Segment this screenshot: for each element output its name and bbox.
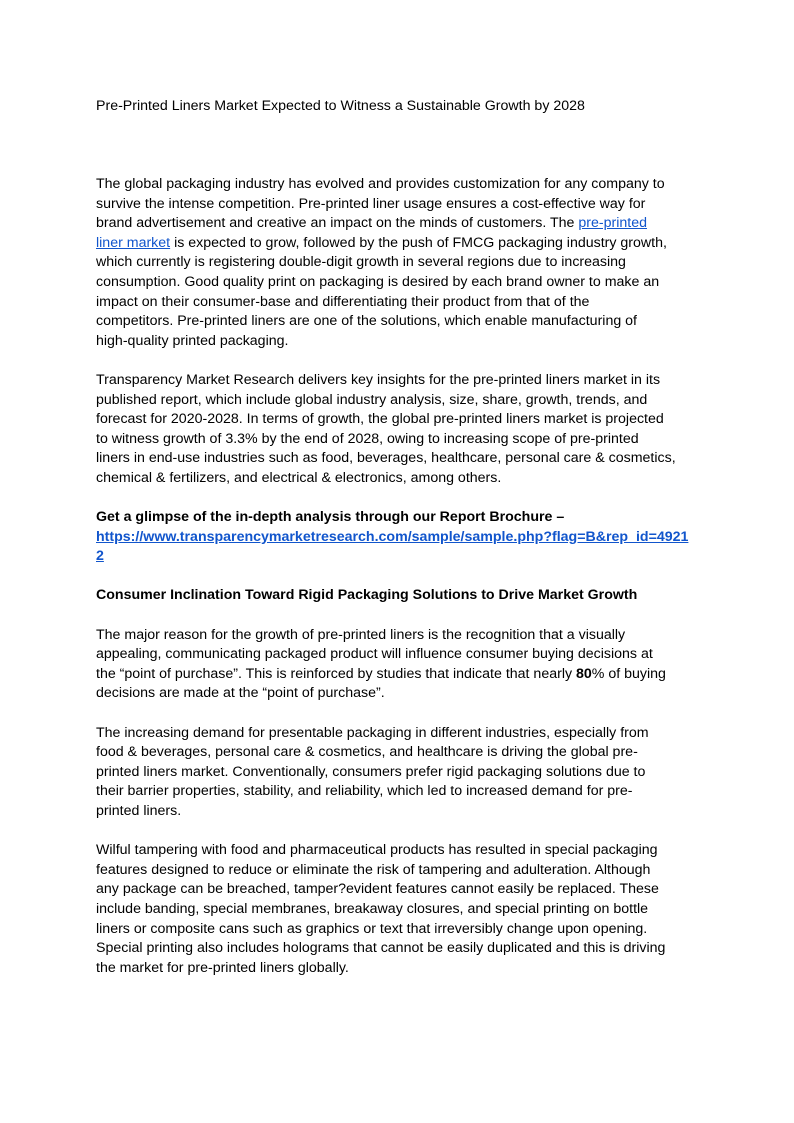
section-heading: Consumer Inclination Toward Rigid Packaging Solutions to Drive Market Growth xyxy=(96,587,638,604)
paragraph-demand xyxy=(96,724,700,822)
text-line: The increasing demand for presentable packaging in different industries, especially from xyxy=(96,724,649,741)
text-line: appealing, communicating packaged product will influence consumer buying decisions at xyxy=(96,646,653,663)
brochure-url-link-cont[interactable]: 2 xyxy=(96,548,104,565)
text-line: the market for pre-printed liners globally. xyxy=(96,959,349,976)
text-line: forecast for 2020-2028. In terms of growth, the global pre-printed liners market is projected xyxy=(96,411,664,428)
brochure-url-link[interactable]: https://www.transparencymarketresearch.com/sample/sample.php?flag=B&rep_id=4921 xyxy=(96,528,689,545)
paragraph-purchase xyxy=(96,626,700,704)
paragraph-intro xyxy=(96,175,700,351)
document-title: Pre-Printed Liners Market Expected to Witness a Sustainable Growth by 2028 xyxy=(96,98,585,114)
pre-printed-liner-market-link-cont[interactable]: liner market xyxy=(96,234,171,251)
brochure-section xyxy=(96,508,700,567)
text-line: The major reason for the growth of pre-printed liners is the recognition that a visually xyxy=(96,626,626,643)
document-body xyxy=(96,175,700,978)
text-line: which currently is registering double-digit growth in several regions due to increasing xyxy=(96,254,626,271)
text-span: brand advertisement and creative an impact on the minds of customers. The xyxy=(96,215,579,232)
text-line: include banding, special membranes, breakaway closures, and special printing on bottle xyxy=(96,900,649,917)
brochure-label: Get a glimpse of the in-depth analysis through our Report Brochure – xyxy=(96,509,565,526)
text-span: the “point of purchase”. This is reinforced by studies that indicate that nearly xyxy=(96,665,577,682)
paragraph-gap xyxy=(96,606,700,626)
text-line: Transparency Market Research delivers key insights for the pre-printed liners market in its xyxy=(96,371,661,388)
text-line: food & beverages, personal care & cosmetics, and healthcare is driving the global pre- xyxy=(96,744,638,761)
text-line: to witness growth of 3.3% by the end of 2028, owing to increasing scope of pre-printed xyxy=(96,430,639,447)
text-line: competitors. Pre-printed liners are one of the solutions, which enable manufacturing of xyxy=(96,313,637,330)
paragraph-tampering xyxy=(96,841,700,978)
text-line xyxy=(96,528,700,548)
text-line: published report, which include global industry analysis, size, share, growth, trends, and xyxy=(96,391,648,408)
text-line: Special printing also includes holograms that cannot be easily duplicated and this is driving xyxy=(96,940,666,957)
text-line: high-quality printed packaging. xyxy=(96,332,289,349)
text-line: any package can be breached, tamper?evident features cannot easily be replaced. These xyxy=(96,881,659,898)
text-line: liners or composite cans such as graphics or text that irreversibly change upon opening. xyxy=(96,920,648,937)
percent-highlight: 80 xyxy=(576,665,592,682)
text-line: liners in end-use industries such as food, beverages, healthcare, personal care & cosmetics, xyxy=(96,450,676,467)
text-line: features designed to reduce or eliminate the risk of tampering and adulteration. Although xyxy=(96,861,651,878)
paragraph-gap xyxy=(96,489,700,509)
text-line xyxy=(96,665,700,685)
text-line: Wilful tampering with food and pharmaceutical products has resulted in special packaging xyxy=(96,842,658,859)
text-line xyxy=(96,547,700,567)
text-line: printed liners. xyxy=(96,803,182,819)
pre-printed-liner-market-link[interactable]: pre-printed xyxy=(578,215,647,232)
paragraph-gap xyxy=(96,822,700,842)
text-line: their barrier properties, stability, and reliability, which led to increased demand for pre- xyxy=(96,783,633,800)
text-line: chemical & fertilizers, and electrical & electronics, among others. xyxy=(96,469,502,486)
text-line xyxy=(96,234,700,254)
paragraph-gap xyxy=(96,567,700,587)
text-line xyxy=(96,214,700,234)
text-span: % of buying xyxy=(591,665,666,682)
text-line: survive the intense competition. Pre-printed liner usage ensures a cost-effective way for xyxy=(96,195,646,212)
text-line: impact on their consumer-base and differentiating their product from that of the xyxy=(96,293,590,310)
paragraph-gap xyxy=(96,704,700,724)
text-line: printed liners market. Conventionally, consumers prefer rigid packaging solutions due to xyxy=(96,763,646,780)
text-span: is expected to grow, followed by the push of FMCG packaging industry growth, xyxy=(170,234,667,251)
text-line: consumption. Good quality print on packaging is desired by each brand owner to make an xyxy=(96,273,660,290)
paragraph-gap xyxy=(96,351,700,371)
paragraph-research xyxy=(96,371,700,489)
text-line: The global packaging industry has evolved and provides customization for any company to xyxy=(96,176,665,192)
text-line: decisions are made at the “point of purchase”. xyxy=(96,685,385,702)
